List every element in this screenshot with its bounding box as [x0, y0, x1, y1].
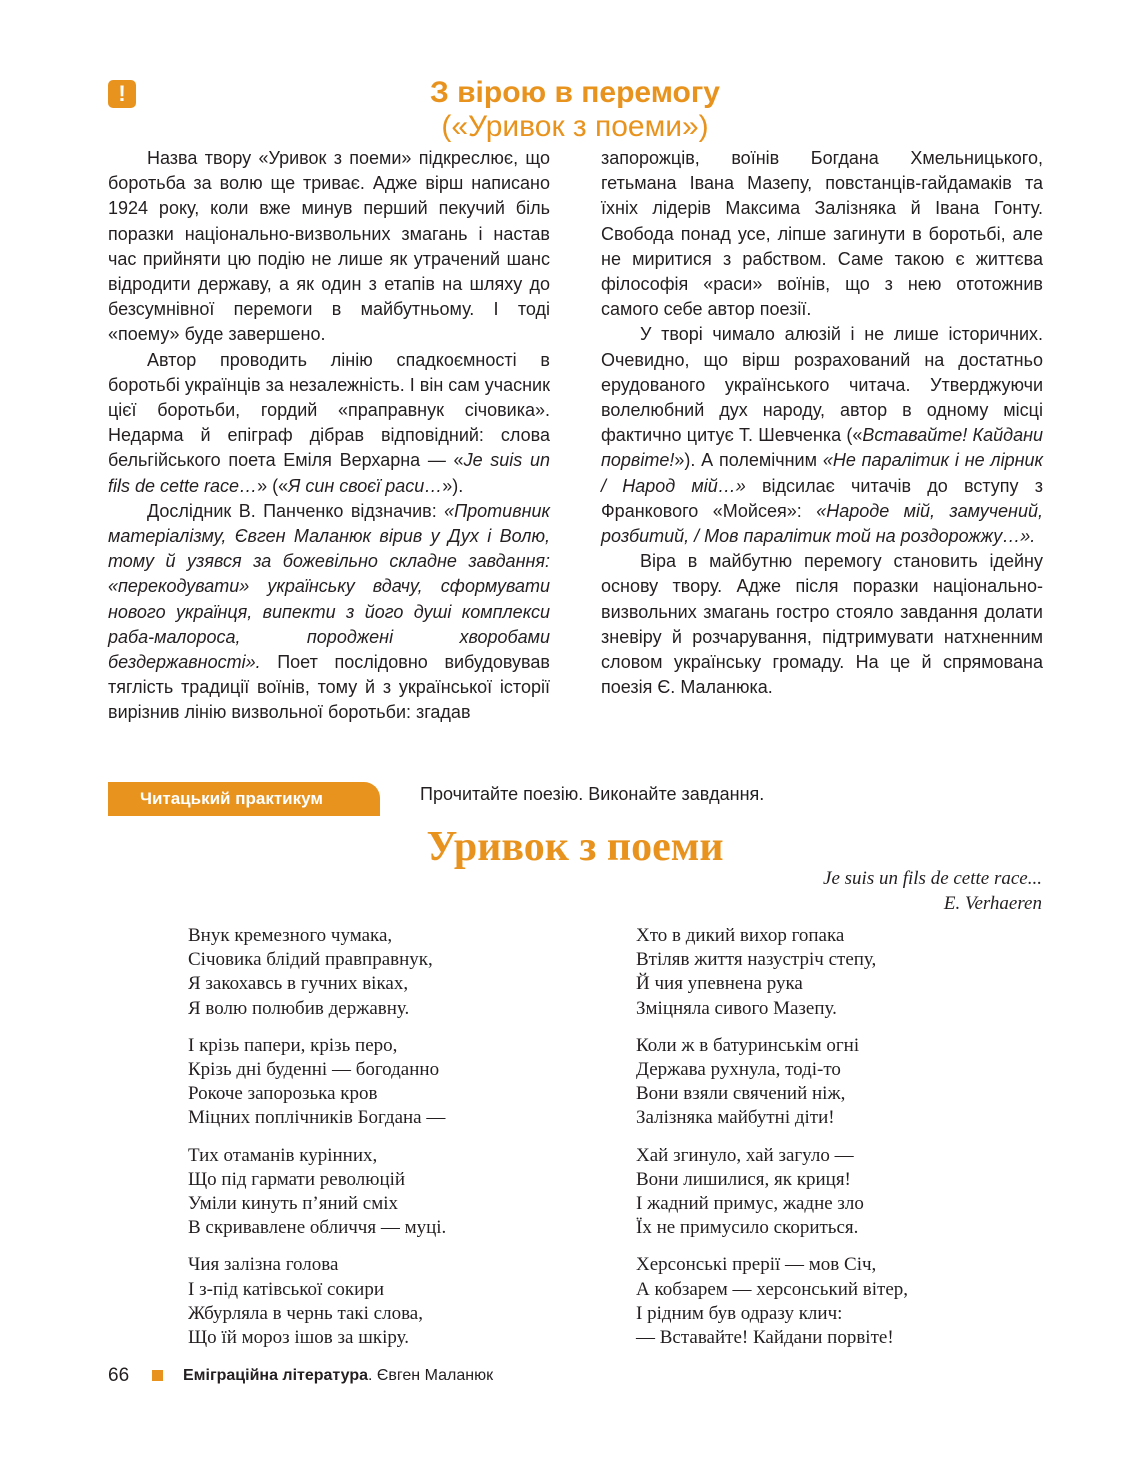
article-column-left — [108, 146, 550, 726]
practicum-label: Читацький практикум — [108, 782, 380, 816]
paragraph-text: »). А полемічним — [674, 450, 823, 471]
article-paragraph: Назва твору «Уривок з поеми» підкреслює, що боротьба за волю ще триває. Адже вірш написано 1924 року, коли вже минув перший пекучий біль поразки національно-визвольних змагань і настав час прийняти цю подію не лише як утрачений шанс відродити державу, а як один з етапів на шляху до безсумнівної перемоги в майбутньому. І тоді «поему» буде завершено. — [108, 148, 550, 345]
poem-line: Я закохавсь в гучних віках, — [188, 973, 409, 995]
poem-line: Міцних поплічників Богдана — — [188, 1107, 446, 1129]
article-paragraph — [108, 499, 550, 726]
poem-line: І з-під катівської сокири — [188, 1278, 384, 1300]
paragraph-text: Поет послідовно вибудовував тяглість традиції воїнів, тому й з української історії вирізнив лінію визвольної боротьби: згадав — [108, 652, 550, 723]
poem-line: Держава рухнула, тоді-то — [636, 1059, 841, 1081]
poem-line: Що їй мороз ішов за шкіру. — [188, 1327, 409, 1349]
paragraph-text: »). — [442, 475, 464, 496]
poem-line: Крізь дні буденні — богоданно — [188, 1059, 440, 1081]
paragraph-text: Дослідник В. Панченко відзначив: — [147, 500, 445, 521]
article-paragraph: запорожців, воїнів Богдана Хмельницького, гетьмана Івана Мазепу, повстанців-гайдамаків та їхніх лідерів Максима Залізняка й Івана Гонту. Свобода понад усе, ліпше загинути в боротьбі, але не миритися з рабством. Саме такою є життєва філософія «раси» воїнів, що з нею ототожнив самого себе автор поезії. — [601, 148, 1043, 320]
section-subtitle: («Уривок з поеми») — [441, 110, 709, 143]
poem-line: Коли ж в батуринськім огні — [636, 1034, 860, 1056]
italic-quote: «Противник матеріалізму, Євген Маланюк вірив у Дух і Волю, тому й узявся за божевільно складне завдання: «перекодувати» українську вдачу, сформувати нового українця, випекти з його душі комплекси раба-малороса, породжені хворобами бездержавності». — [108, 500, 550, 673]
poem-stanza — [188, 1253, 446, 1350]
epigraph-text: Je suis un fils de cette race... — [823, 868, 1042, 889]
poem-line: Зміцняла сивого Мазепу. — [636, 997, 837, 1019]
paragraph-text: » (« — [257, 475, 289, 496]
poem-line: І жадний примус, жадне зло — [636, 1193, 864, 1215]
poem-line: Херсонські прерії — мов Січ, — [636, 1254, 877, 1276]
page-number: 66 — [108, 1365, 130, 1386]
exclamation-icon: ! — [108, 80, 136, 108]
footer-section: Еміграційна література — [183, 1367, 369, 1384]
article-paragraph — [108, 348, 550, 499]
paragraph-text: У творі чимало алюзій і не лише історичних. Очевидно, що вірш розрахований на достатньо ерудованого українського читача. Утверджуючи волелюбний дух народу, автор в одному місці фактично цитує Т. Шевченка (« — [601, 324, 1043, 446]
poem-column-right — [636, 924, 908, 1363]
poem-line: Січовика блідий правправнук, — [188, 949, 433, 971]
article-paragraph: Віра в майбутню перемогу становить ідейну основу твору. Адже після поразки національно-визвольних змагань гостро стояло завдання долати зневіру й розчарування, підтримувати натхненним словом українську громаду. На це й спрямована поезія Є. Маланюка. — [601, 551, 1043, 698]
poem-line: Хай згинуло, хай загуло — — [636, 1144, 854, 1166]
poem-column-left — [188, 924, 446, 1363]
footer-square-icon — [152, 1370, 163, 1381]
paragraph-text: Автор проводить лінію спадкоємності в боротьбі українців за незалежність. І він сам учасник цієї боротьби, гордий «праправнук січовика». Недарма й епіграф дібрав відповідний: слова бельгійського поета Еміля Верхарна — « — [108, 349, 550, 471]
footer-author: Євген Маланюк — [376, 1367, 494, 1384]
italic-quote: Вставайте! Кайдани порвіте! — [601, 425, 1043, 471]
poem-stanza — [636, 1144, 908, 1241]
poem-line: Вони лишилися, як криця! — [636, 1168, 851, 1190]
poem-line: Внук кремезного чумака, — [188, 925, 393, 946]
article-column-right — [601, 146, 1043, 700]
poem-line: Й чия упевнена рука — [636, 973, 803, 995]
poem-line: Жбурляла в чернь такі слова, — [188, 1302, 423, 1324]
poem-stanza — [188, 1034, 446, 1131]
section-title: З вірою в перемогу — [429, 76, 720, 109]
italic-quote: Je suis un fils de cette race… — [108, 450, 550, 496]
poem-line: — Вставайте! Кайдани порвіте! — [636, 1327, 894, 1349]
poem-line: Втіляв життя назустріч степу, — [636, 949, 877, 971]
poem-line: Я волю полюбив державну. — [188, 997, 410, 1019]
paragraph-text: відсилає читачів до вступу з Франкового «Мойсея»: — [601, 475, 1044, 521]
article-paragraph — [601, 322, 1043, 549]
poem-stanza — [636, 1034, 908, 1131]
footer-running-title: Еміграційна література. Євген Маланюк — [183, 1367, 494, 1384]
poem-line: А кобзарем — херсонський вітер, — [636, 1278, 909, 1300]
poem-stanza — [188, 1144, 446, 1241]
poem-line: Вони взяли свячений ніж, — [636, 1083, 846, 1105]
epigraph-author: E. Verhaeren — [943, 893, 1042, 914]
poem-stanza — [636, 924, 908, 1021]
poem-line: Тих отаманів курінних, — [188, 1144, 378, 1166]
poem-line: І крізь папери, крізь перо, — [188, 1034, 398, 1056]
poem-stanza — [188, 924, 446, 1021]
poem-line: Рокоче запорозька кров — [188, 1083, 378, 1105]
epigraph — [823, 866, 1042, 916]
poem-line: Чия залізна голова — [188, 1254, 339, 1276]
italic-quote: Я син своєї раси… — [288, 475, 443, 496]
italic-quote: «Народе мій, замучений, розбитий, / Мов паралітик той на роздорожжу…». — [601, 500, 1043, 547]
poem-line: І рідним був одразу клич: — [636, 1302, 843, 1324]
poem-line: Уміли кинуть п’яний сміх — [188, 1193, 398, 1215]
poem-line: Їх не примусило скориться. — [636, 1217, 859, 1239]
poem-title: Уривок з поеми — [426, 824, 724, 870]
practicum-instruction: Прочитайте поезію. Виконайте завдання. — [420, 784, 765, 804]
poem-line: Залізняка майбутні діти! — [636, 1107, 835, 1129]
poem-line: Хто в дикий вихор гопака — [636, 925, 845, 946]
italic-quote: «Не паралітик і не лірник / Народ мій…» — [601, 450, 1044, 496]
poem-line: В скривавлене обличчя — муці. — [188, 1217, 447, 1239]
poem-stanza — [636, 1253, 908, 1350]
poem-line: Що під гармати революцій — [188, 1168, 406, 1190]
